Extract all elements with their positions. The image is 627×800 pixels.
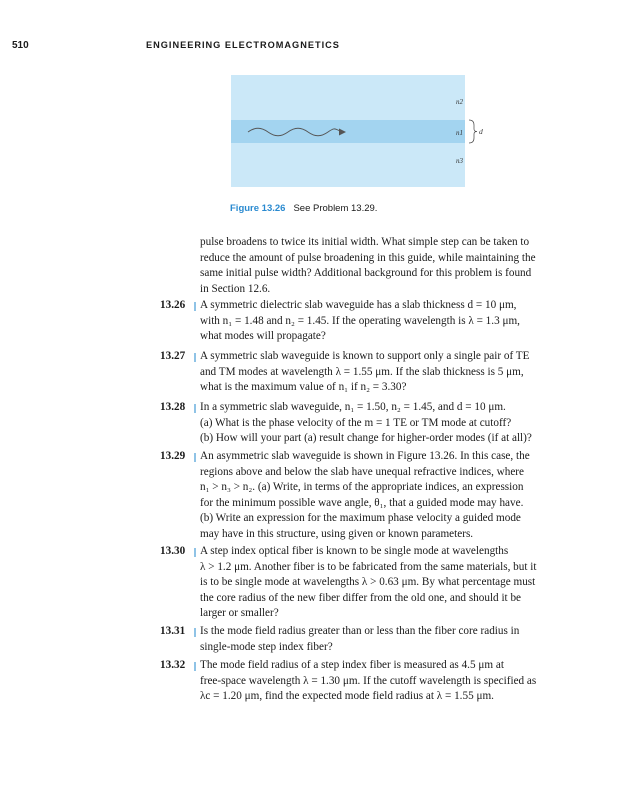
problem-line: (b) How will your part (a) result change for higher-order modes (if at all)? [200,432,532,444]
label-d: d [479,127,483,136]
problem-line: (a) What is the phase velocity of the m = 1 TE or TM mode at cutoff? [200,416,512,429]
problem-13-32 [160,658,578,705]
problem-line: free-space wavelength λ = 1.30 μm. If the cutoff wavelength is specified as [200,674,537,687]
problem-number: 13.28 [160,401,186,413]
problem-line: what modes will propagate? [200,330,326,342]
intro-line: reduce the amount of pulse broadening in this guide, while maintaining the [200,251,536,264]
difficulty-marker [194,353,196,362]
problem-13-26 [160,298,578,345]
problem-line: An asymmetric slab waveguide is shown in Figure 13.26. In this case, the [200,450,530,462]
problem-number: 13.27 [160,350,186,362]
problem-13-28 [160,400,578,447]
problem-line: (b) Write an expression for the maximum phase velocity a guided mode [200,512,521,524]
problem-number: 13.32 [160,659,186,671]
problem-line: the core radius of the new fiber differ from the old one, and should it be [200,591,522,604]
intro-paragraph [200,235,575,297]
problem-line: what is the maximum value of n₁ if n₂ = 3.30? [200,381,407,393]
problem-line: is to be single mode at wavelengths λ > 0.63 μm. By what percentage must [200,576,536,588]
difficulty-marker [194,302,196,311]
difficulty-marker [194,548,196,557]
slab-waveguide-figure [231,75,484,187]
difficulty-marker [194,628,196,637]
problem-13-29 [160,449,578,542]
difficulty-marker [194,453,196,462]
problem-line: regions above and below the slab have unequal refractive indices, where [200,465,524,478]
problem-line: A step index optical fiber is known to be single mode at wavelengths [200,545,509,557]
figure-caption [230,203,377,214]
problem-line: λc = 1.20 μm, find the expected mode field radius at λ = 1.55 μm. [200,690,494,702]
intro-line: same initial pulse width? Additional background for this problem is found [200,267,532,279]
running-title: ENGINEERING ELECTROMAGNETICS [146,40,340,50]
problem-number: 13.31 [160,625,186,637]
problem-13-27 [160,349,578,396]
problem-line: and TM modes at wavelength λ = 1.55 μm. If the slab thickness is 5 μm, [200,365,524,378]
slab-region [231,120,465,143]
figure-label: Figure 13.26 [230,203,286,214]
thickness-brace [469,120,477,143]
problem-number: 13.30 [160,545,186,557]
problem-line: with n₁ = 1.48 and n₂ = 1.45. If the operating wavelength is λ = 1.3 μm, [200,314,520,327]
label-n2: n2 [456,98,463,106]
problem-line: A symmetric dielectric slab waveguide has a slab thickness d = 10 μm, [200,299,517,311]
problem-number: 13.29 [160,450,186,462]
problem-line: The mode field radius of a step index fiber is measured as 4.5 μm at [200,659,504,671]
problem-line: n₁ > n₃ > n₂. (a) Write, in terms of the appropriate indices, an expression [200,481,524,493]
problem-line: for the minimum possible wave angle, θ₁, that a guided mode may have. [200,496,524,509]
problem-number: 13.26 [160,299,186,311]
difficulty-marker [194,662,196,671]
difficulty-marker [194,404,196,413]
problem-line: may have in this structure, using given or known parameters. [200,527,474,540]
problem-line: single-mode step index fiber? [200,640,333,653]
label-n1: n1 [456,129,463,137]
problem-13-30 [160,544,578,622]
label-n3: n3 [456,157,463,165]
problem-line: larger or smaller? [200,607,279,619]
problem-13-31 [160,624,578,655]
problem-line: λ > 1.2 μm. Another fiber is to be fabricated from the same materials, but it [200,560,537,573]
intro-line: pulse broadens to twice its initial width. What simple step can be taken to [200,236,530,248]
problem-line: Is the mode field radius greater than or less than the fiber core radius in [200,625,520,637]
figure-caption-text: See Problem 13.29. [293,203,378,214]
intro-line: in Section 12.6. [200,282,271,295]
problem-line: A symmetric slab waveguide is known to support only a single pair of TE [200,350,530,362]
problem-line: In a symmetric slab waveguide, n₁ = 1.50, n₂ = 1.45, and d = 10 μm. [200,401,506,413]
page-number: 510 [12,40,29,51]
